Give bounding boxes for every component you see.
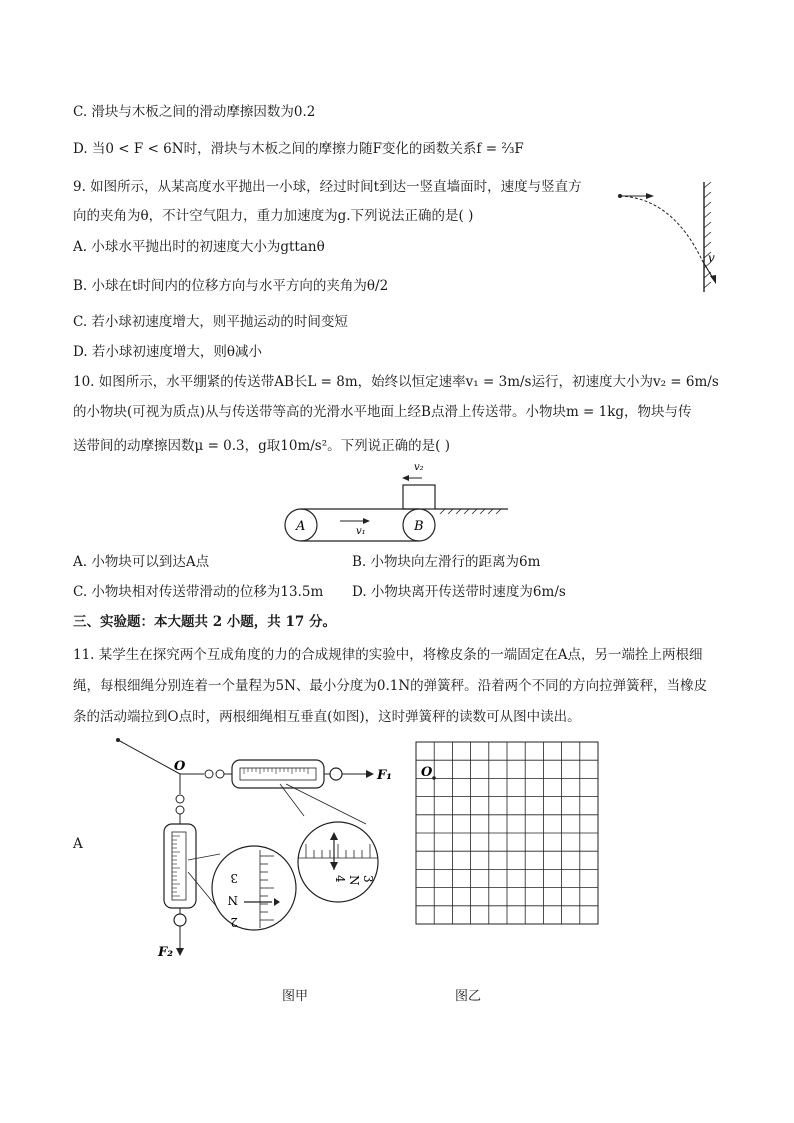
option-c-q8: C. 滑块与木板之间的滑动摩擦因数为0.2 <box>73 104 316 120</box>
q9-option-c: C. 若小球初速度增大，则平抛运动的时间变短 <box>73 314 348 330</box>
point-o-label: O <box>174 759 186 774</box>
q9-option-d: D. 若小球初速度增大，则θ减小 <box>73 344 263 360</box>
dial-right-3: 3 <box>361 875 375 883</box>
dial-left-2: 2 <box>230 915 238 929</box>
q11-figure-jia <box>108 732 400 964</box>
q9-stem-line1: 9. 如图所示，从某高度水平抛出一小球，经过时间t到达一竖直墙面时，速度与竖直方 <box>73 179 582 195</box>
q9-option-b: B. 小球在t时间内的位移方向与水平方向的夹角为θ/2 <box>73 278 389 294</box>
caption-yi: 图乙 <box>455 989 482 1004</box>
q11-stem-line3: 条的活动端拉到O点时，两根细绳相互垂直(如图)，这时弹簧秤的读数可从图中读出。 <box>73 709 581 725</box>
q11-figure-yi-grid <box>412 740 602 926</box>
q10-figure <box>282 458 512 546</box>
caption-jia: 图甲 <box>282 989 309 1004</box>
magnifier-f2 <box>212 846 296 930</box>
f1-label: F₁ <box>377 768 392 783</box>
option-d-q8: D. 当0 < F < 6N时，滑块与木板之间的摩擦力随F变化的函数关系f = ⅔F <box>73 141 524 157</box>
q9-velocity-label: v <box>708 251 715 265</box>
q11-stem-line2: 绳，每根细绳分别连着一个量程为5N、最小分度为0.1N的弹簧秤。沿着两个不同的方向拉弹簧秤，当橡皮 <box>73 678 708 694</box>
point-a-label: A <box>296 519 306 534</box>
q9-stem-line2: 向的夹角为θ，不计空气阻力，重力加速度为g.下列说法正确的是( ) <box>73 208 474 224</box>
label-a-outside: A <box>73 836 83 852</box>
q10-option-a: A. 小物块可以到达A点 <box>73 554 210 570</box>
dial-left-n: N <box>227 893 238 907</box>
point-b-label: B <box>414 519 424 534</box>
q10-stem-line1: 10. 如图所示，水平绷紧的传送带AB长L = 8m，始终以恒定速率v₁ = 3m/s运行，初速度大小为v₂ = 6m/s <box>73 374 719 390</box>
grid-o-point <box>432 776 436 780</box>
v1-label: v₁ <box>356 526 366 537</box>
q10-stem-line3: 送带间的动摩擦因数μ = 0.3，g取10m/s²。下列说正确的是( ) <box>73 438 450 454</box>
q9-option-a: A. 小球水平抛出时的初速度大小为gttanθ <box>73 239 325 255</box>
section-3-heading: 三、实验题：本大题共 2 小题，共 17 分。 <box>73 614 336 630</box>
grid-o-label: O <box>421 765 433 780</box>
dial-right-4: 4 <box>333 875 347 883</box>
q10-option-d: D. 小物块离开传送带时速度为6m/s <box>352 584 566 600</box>
q9-figure <box>612 180 722 300</box>
v2-label: v₂ <box>414 462 424 473</box>
q10-option-b: B. 小物块向左滑行的距离为6m <box>352 554 541 570</box>
q10-option-c: C. 小物块相对传送带滑动的位移为13.5m <box>73 584 324 600</box>
f2-label: F₂ <box>158 945 173 960</box>
dial-left-3: 3 <box>230 871 238 885</box>
dial-right-n: N <box>347 875 361 886</box>
q10-stem-line2: 的小物块(可视为质点)从与传送带等高的光滑水平地面上经B点滑上传送带。小物块m = 1kg，物块与传 <box>73 404 692 420</box>
q11-stem-line1: 11. 某学生在探究两个互成角度的力的合成规律的实验中，将橡皮条的一端固定在A点，另一端拴上两根细 <box>73 647 703 663</box>
